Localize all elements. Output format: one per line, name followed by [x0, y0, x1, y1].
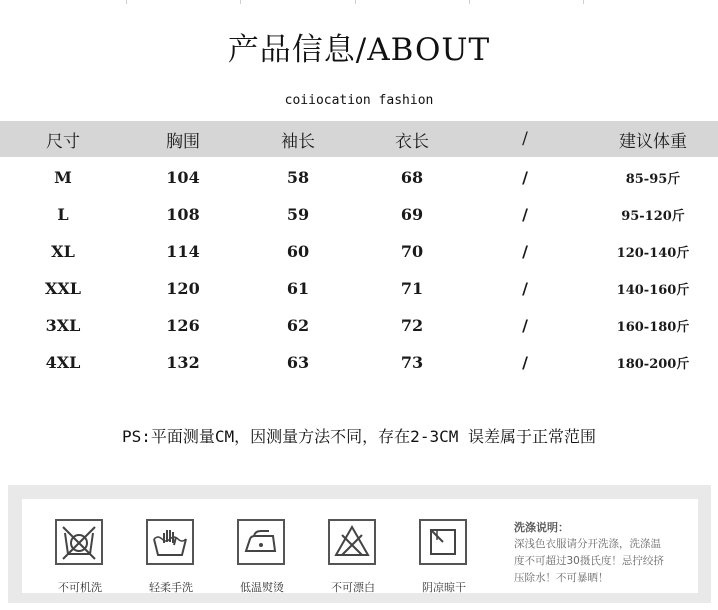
care-item-hand-wash	[136, 499, 206, 593]
top-edge-ticks	[0, 0, 718, 4]
low-iron-icon	[237, 519, 285, 565]
no-bleach-icon	[328, 519, 376, 565]
cell-weight: 180-200斤	[616, 357, 690, 372]
cell-chest: 120	[166, 279, 200, 298]
care-panel	[8, 485, 711, 603]
header-weight: 建议体重	[619, 131, 687, 152]
hand-wash-icon	[146, 519, 194, 565]
no-machine-wash-icon	[55, 519, 103, 565]
header-size: 尺寸	[46, 131, 80, 152]
cell-weight: 120-140斤	[616, 246, 690, 261]
brand-subtitle: coiiocation fashion	[284, 93, 434, 108]
header-chest: 胸围	[166, 131, 200, 152]
header-length: 衣长	[395, 131, 429, 152]
cell-slash: /	[522, 316, 528, 335]
header-sleeve: 袖长	[281, 131, 315, 152]
care-instructions-line: 度不可超过30摄氏度！忌拧绞挤	[514, 555, 664, 567]
table-row	[0, 233, 718, 270]
table-row	[0, 270, 718, 307]
table-row	[0, 196, 718, 233]
table-row	[0, 344, 718, 381]
cell-chest: 108	[166, 205, 200, 224]
measurement-note: PS:平面测量CM，因测量方法不同，存在2-3CM 误差属于正常范围	[122, 427, 596, 446]
cell-size: XL	[51, 242, 75, 261]
care-instructions-title: 洗涤说明：	[514, 521, 569, 534]
care-label: 不可漂白	[331, 581, 375, 594]
cell-length: 71	[400, 279, 424, 298]
cell-slash: /	[522, 279, 528, 298]
care-item-no-bleach	[318, 499, 388, 593]
table-header-row	[0, 121, 718, 157]
cell-size: 4XL	[45, 353, 81, 372]
size-table	[0, 121, 718, 381]
care-instructions-line: 深浅色衣服请分开洗涤，洗涤温	[514, 538, 661, 550]
care-item-shade-dry	[409, 499, 479, 593]
table-row	[0, 307, 718, 344]
cell-chest: 104	[166, 168, 200, 187]
cell-length: 73	[400, 353, 424, 372]
cell-size: 3XL	[45, 316, 81, 335]
cell-weight: 160-180斤	[616, 320, 690, 335]
table-row	[0, 159, 718, 196]
care-label: 轻柔手洗	[149, 581, 193, 594]
care-item-low-iron	[227, 499, 297, 593]
care-instructions-line: 压除水！不可暴晒！	[514, 572, 609, 584]
cell-weight: 85-95斤	[625, 172, 681, 187]
cell-chest: 132	[166, 353, 200, 372]
cell-weight: 95-120斤	[621, 209, 685, 224]
care-instructions	[514, 519, 696, 587]
care-item-no-machine-wash	[45, 499, 115, 593]
cell-length: 72	[400, 316, 424, 335]
cell-length: 69	[400, 205, 424, 224]
page-title: 产品信息/ABOUT	[227, 32, 491, 68]
header-slash: /	[522, 129, 528, 149]
cell-size: XXL	[44, 279, 82, 298]
cell-sleeve: 59	[286, 205, 310, 224]
cell-chest: 126	[166, 316, 200, 335]
care-label: 阴凉晾干	[422, 581, 466, 594]
care-inner	[22, 499, 698, 593]
care-label: 低温熨烫	[240, 581, 284, 594]
cell-slash: /	[522, 168, 528, 187]
table-body	[0, 157, 718, 381]
cell-sleeve: 58	[286, 168, 310, 187]
cell-size: L	[57, 205, 69, 224]
cell-slash: /	[522, 353, 528, 372]
cell-size: M	[54, 168, 72, 187]
cell-sleeve: 62	[286, 316, 310, 335]
care-label: 不可机洗	[58, 581, 102, 594]
cell-length: 68	[400, 168, 424, 187]
cell-slash: /	[522, 205, 528, 224]
cell-sleeve: 63	[286, 353, 310, 372]
cell-weight: 140-160斤	[616, 283, 690, 298]
cell-length: 70	[400, 242, 424, 261]
cell-slash: /	[522, 242, 528, 261]
cell-sleeve: 61	[286, 279, 310, 298]
shade-dry-icon	[419, 519, 467, 565]
cell-chest: 114	[166, 242, 200, 261]
cell-sleeve: 60	[286, 242, 310, 261]
